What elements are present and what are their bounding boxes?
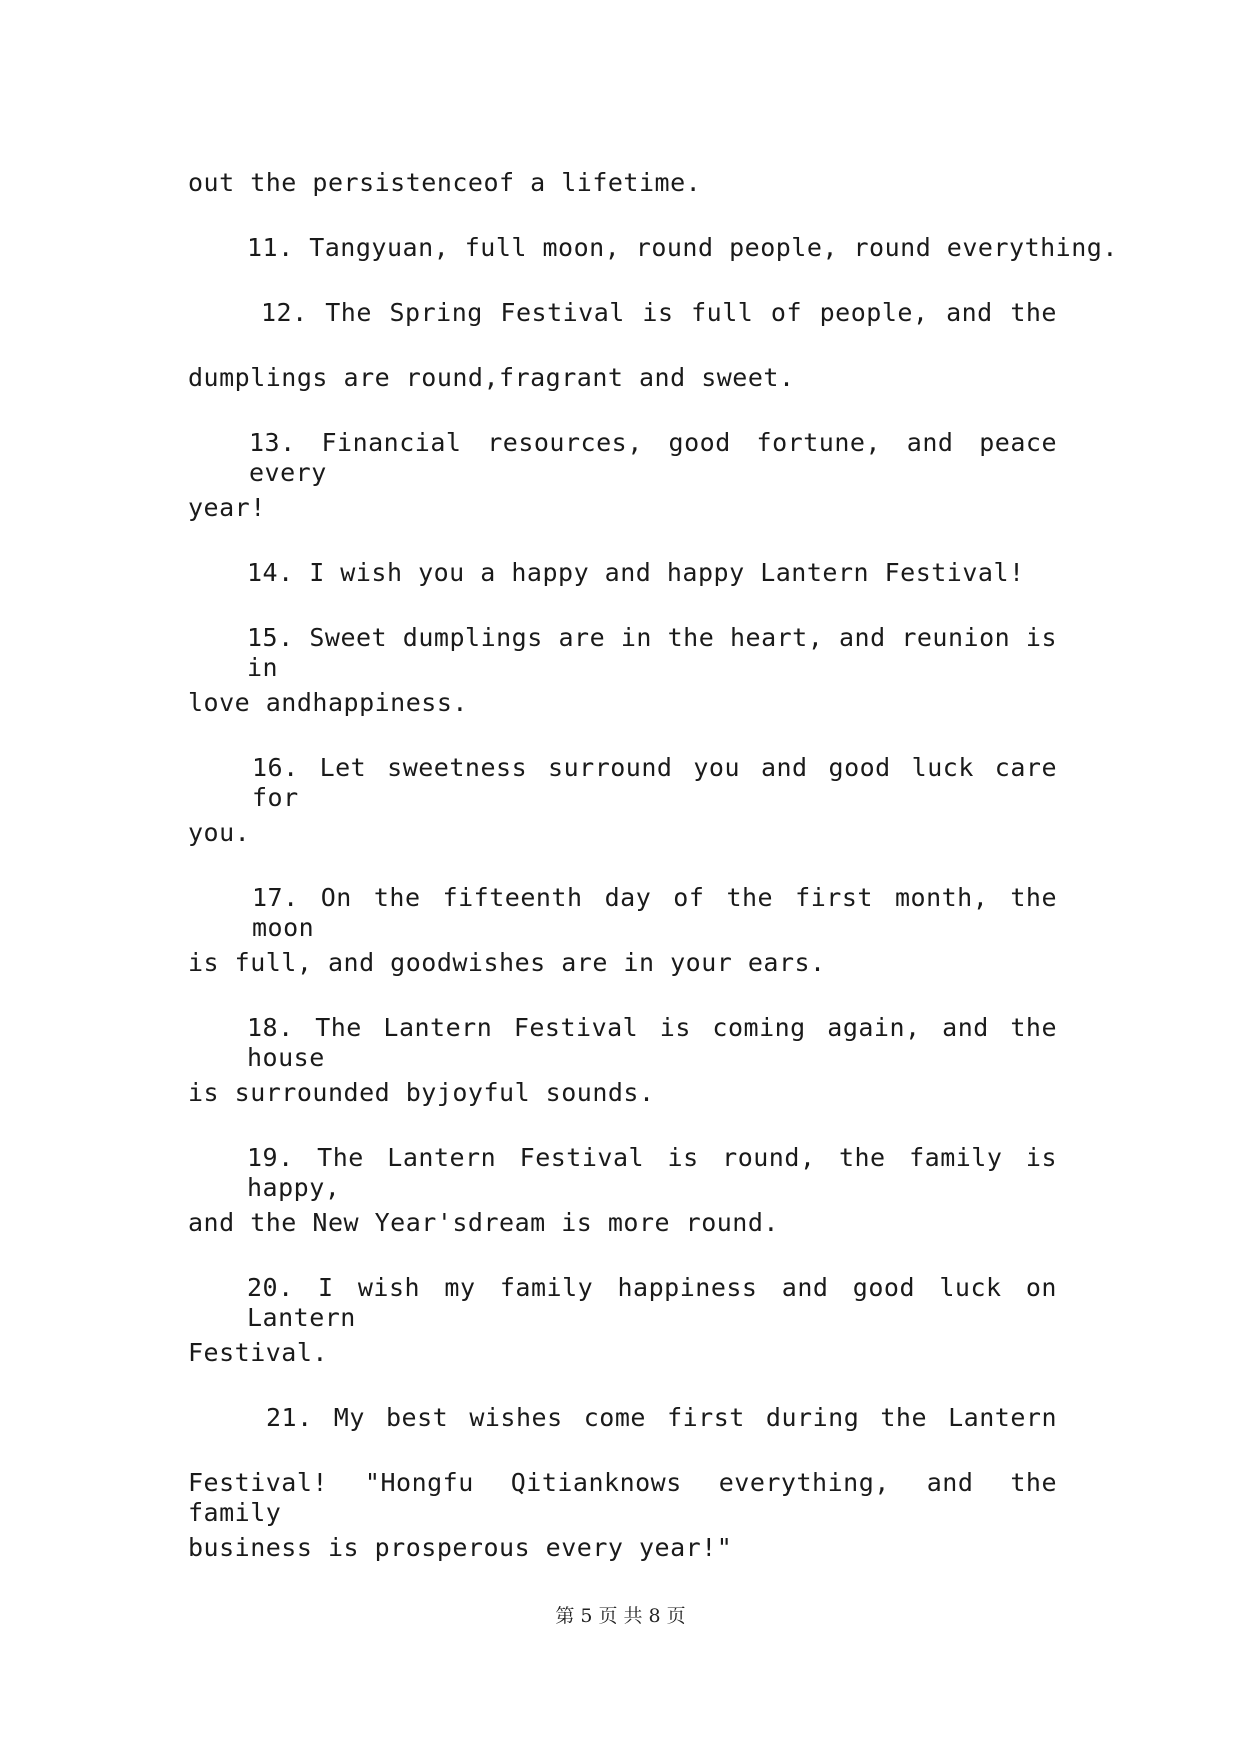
list-item-20: 20. I wish my family happiness and good luck on Lantern: [247, 1273, 1057, 1332]
page-footer: 第 5 页 共 8 页: [555, 1605, 686, 1627]
text-line: dumplings are round,fragrant and sweet.: [188, 363, 795, 392]
text-line: you.: [188, 818, 251, 847]
text-line: love andhappiness.: [188, 688, 468, 717]
text-line: Festival.: [188, 1338, 328, 1367]
list-item-11: 11. Tangyuan, full moon, round people, round everything.: [247, 233, 1118, 262]
list-item-18: 18. The Lantern Festival is coming again, and the house: [247, 1013, 1057, 1072]
list-item-21: 21. My best wishes come first during the Lantern: [266, 1403, 1057, 1432]
text-line: year!: [188, 493, 266, 522]
list-item-15: 15. Sweet dumplings are in the heart, and reunion is in: [247, 623, 1057, 682]
text-line: Festival! "Hongfu Qitianknows everything, and the family: [188, 1468, 1057, 1527]
text-line: is surrounded byjoyful sounds.: [188, 1078, 655, 1107]
list-item-16: 16. Let sweetness surround you and good luck care for: [252, 753, 1057, 812]
list-item-12: 12. The Spring Festival is full of people, and the: [261, 298, 1057, 327]
text-line: out the persistenceof a lifetime.: [188, 168, 702, 197]
text-line: business is prosperous every year!": [188, 1533, 733, 1562]
list-item-19: 19. The Lantern Festival is round, the family is happy,: [247, 1143, 1057, 1202]
text-line: and the New Year'sdream is more round.: [188, 1208, 779, 1237]
list-item-14: 14. I wish you a happy and happy Lantern Festival!: [247, 558, 1025, 587]
list-item-13: 13. Financial resources, good fortune, and peace every: [249, 428, 1057, 487]
list-item-17: 17. On the fifteenth day of the first month, the moon: [252, 883, 1057, 942]
text-line: is full, and goodwishes are in your ears.: [188, 948, 826, 977]
